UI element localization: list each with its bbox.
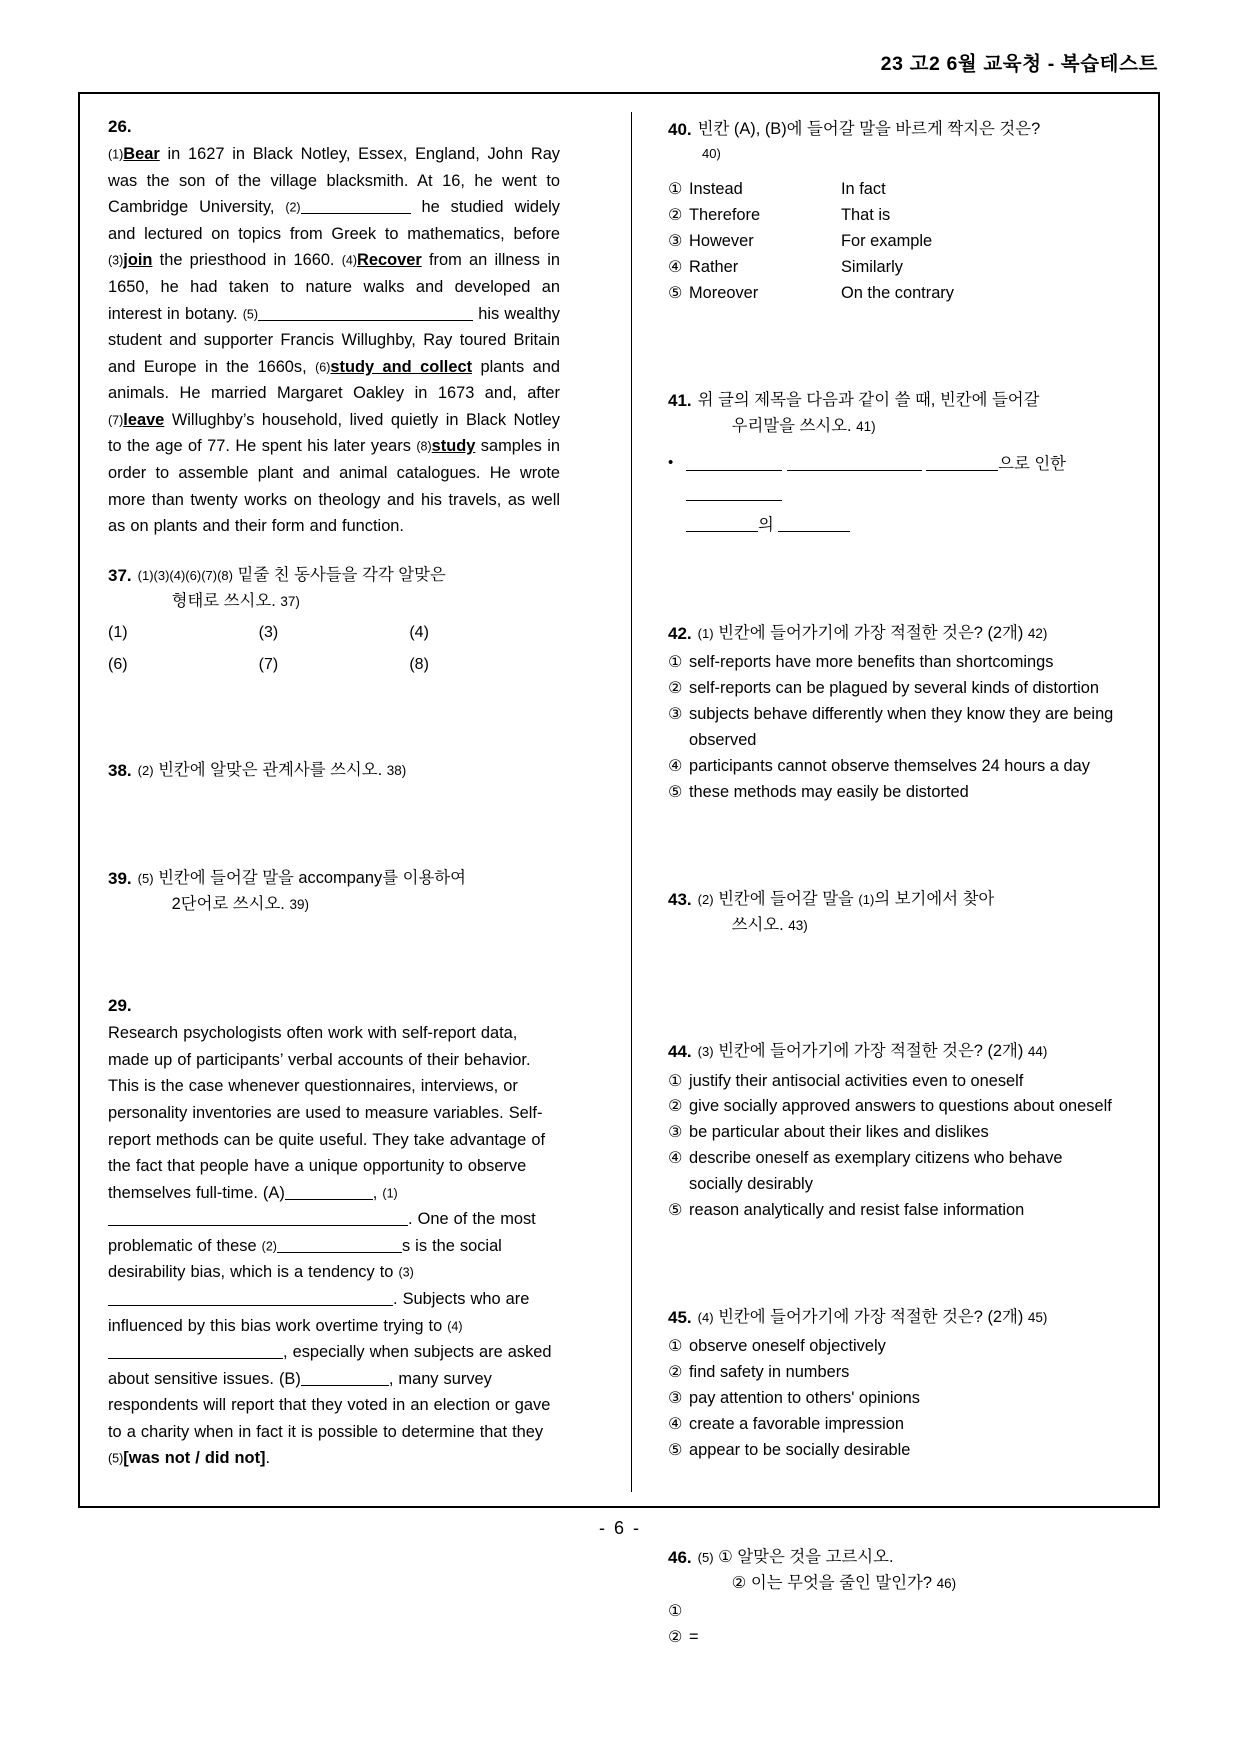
underlined-verb: leave [123,410,165,429]
question-44 [668,1038,1120,1224]
answer-row[interactable] [108,620,560,646]
option-item[interactable] [668,1198,1120,1224]
option-text: these methods may easily be distorted [689,782,969,801]
question-44-number: 44. [668,1042,692,1062]
option-a: Therefore [689,205,761,224]
bold-choice: [was not / did not] [123,1449,266,1468]
blank-field[interactable] [686,486,782,501]
answer-marker: ① [668,1603,683,1621]
option-text: be particular about their likes and dislikes [689,1123,989,1142]
blank-field[interactable] [301,199,411,214]
option-item[interactable] [668,1334,1120,1360]
answer-cell[interactable]: (7) [258,655,279,673]
spacer [668,307,1120,365]
blank-field[interactable] [686,456,782,471]
question-37-refs: (1)(3)(4)(6)(7)(8) [137,567,233,583]
underlined-verb: study [431,437,476,456]
question-41-number: 41. [668,390,692,410]
question-38-text [138,757,560,783]
spacer [108,677,560,735]
option-item[interactable] [668,177,1120,203]
question-42-options[interactable] [668,650,1120,806]
option-item[interactable] [668,1386,1120,1412]
answer-cell[interactable]: (6) [108,655,128,673]
question-41-prompt2: 우리말을 쓰시오. [731,416,852,435]
option-b: For example [841,231,933,250]
question-43-prompt2: 쓰시오. [731,916,784,935]
question-42-prompt: 빈칸에 들어가기에 가장 적절한 것은? (2개) [713,624,1024,643]
option-marker: ② [668,680,683,698]
question-42-text [698,620,1120,646]
passage-29-number: 29. [108,996,132,1016]
answer-cell[interactable]: (1) [108,624,128,642]
option-body [689,177,1120,203]
segment-ref: (4) [341,253,358,268]
right-column [668,116,1120,1651]
question-38-marker: 38) [386,763,407,779]
option-marker: ① [668,1072,683,1090]
question-39-text [138,865,560,918]
question-44-text [698,1038,1120,1064]
question-41-prompt: 위 글의 제목을 다음과 같이 쓸 때, 빈칸에 들어갈 [697,390,1040,409]
option-item[interactable] [668,281,1120,307]
question-44-marker: 44) [1027,1044,1048,1060]
option-b: Similarly [841,257,903,276]
question-43-refs: (2) [697,891,714,907]
question-41-blanks[interactable] [686,449,1120,540]
question-45-text [698,1304,1120,1330]
question-41-mid2: 의 [758,515,774,534]
option-text: self-reports can be plagued by several kinds of distortion [689,679,1099,698]
option-text: self-reports have more benefits than shortcomings [689,653,1054,672]
option-marker: ③ [668,232,683,250]
option-marker: ③ [668,1390,683,1408]
question-46-refs: (5) [697,1549,714,1565]
option-text: justify their antisocial activities even to oneself [689,1071,1024,1090]
question-40-number: 40. [668,120,692,139]
page-header: 23 고2 6월 교육청 - 복습테스트 [880,53,1158,75]
question-46-mark1: ① [718,1547,733,1566]
option-text: find safety in numbers [689,1363,850,1382]
question-37-prompt: 밑줄 친 동사들을 각각 알맞은 [232,565,446,584]
option-text: create a favorable impression [689,1415,905,1434]
blank-field[interactable] [108,1344,283,1359]
option-marker: ② [668,206,683,224]
option-marker: ④ [668,258,683,276]
option-marker: ⑤ [668,783,683,801]
underlined-verb: Bear [123,145,160,164]
option-item[interactable] [668,1146,1120,1198]
blank-field[interactable] [301,1371,389,1386]
question-45-number: 45. [668,1308,692,1328]
question-46-marker: 46) [936,1576,957,1592]
spacer [668,938,1120,1016]
question-38-number: 38. [108,761,132,781]
option-a: However [689,231,754,250]
page-footer: - 6 - [598,1518,641,1538]
option-b: That is [841,205,891,224]
answer-item[interactable] [668,1599,1120,1624]
segment-ref: (8) [416,439,432,454]
option-item[interactable] [668,1094,1120,1120]
option-item[interactable] [668,650,1120,676]
question-46-text [698,1544,1120,1597]
underlined-verb: study and collect [330,357,473,376]
option-item[interactable] [668,702,1120,754]
spacer [668,1224,1120,1282]
question-45-marker: 45) [1027,1310,1048,1326]
option-marker: ③ [668,1124,683,1142]
question-43-marker: 43) [788,918,808,934]
option-marker: ① [668,180,683,198]
question-37-prompt2: 형태로 쓰시오. [171,592,276,611]
question-42-number: 42. [668,624,692,644]
option-b: In fact [841,179,886,198]
question-40-options[interactable] [668,177,1120,307]
question-40-marker: 40) [702,146,721,162]
answer-row[interactable] [108,652,560,678]
option-text: pay attention to others' opinions [689,1389,920,1408]
blank-field[interactable] [108,1211,408,1226]
option-text: appear to be socially desirable [689,1440,911,1459]
underlined-verb: Recover [357,251,422,270]
question-38-refs: (2) [137,763,154,779]
option-item[interactable] [668,1120,1120,1146]
option-marker: ⑤ [668,284,683,302]
option-a: Moreover [689,283,759,302]
option-item[interactable] [668,255,1120,281]
option-body [689,281,1120,307]
option-text: reason analytically and resist false information [689,1201,1025,1220]
question-38-prompt: 빈칸에 알맞은 관계사를 쓰시오. [153,761,383,780]
option-marker: ④ [668,1416,683,1434]
question-43-text [698,886,1120,939]
segment-ref: (6) [315,360,331,375]
spacer [668,540,1120,598]
question-44-prompt: 빈칸에 들어가기에 가장 적절한 것은? (2개) [713,1042,1024,1061]
question-45-refs: (4) [697,1310,714,1326]
question-38 [108,757,560,784]
question-44-options[interactable] [668,1069,1120,1225]
question-41-marker: 41) [856,418,876,434]
option-item[interactable] [668,1360,1120,1386]
answer-value[interactable]: = [689,1627,699,1646]
content-frame [78,92,1160,1646]
question-46 [668,1544,1120,1651]
question-41-answer-area[interactable] [668,449,1120,540]
option-marker: ① [668,1338,683,1356]
segment-ref: (5) [242,307,259,322]
question-46-answers[interactable] [668,1599,1120,1650]
option-item[interactable] [668,1412,1120,1438]
option-text: describe oneself as exemplary citizens who behave socially desirably [689,1149,1063,1194]
question-37-text [138,562,560,615]
question-37-number: 37. [108,565,132,585]
answer-marker: ② [668,1628,683,1646]
passage-26-block [108,116,560,540]
question-43-refs2: (1) [858,891,875,907]
segment-ref: (3) [108,253,124,268]
passage-29-block [108,995,560,1472]
passage-26-text: (1)Bear in 1627 in Black Notley, Essex, England, John Ray was the son of the village blacksmith. At 16, he went to Cambridge University, (2) he studied widely and lectured on topics from Greek to mathematics, before (3)join the priesthood in 1660. (4)Recover from an illness in 1650, he had taken to nature walks and developed an interest in botany. (5) his wealthy student and supporter Francis Willughby, Ray toured Britain and Europe in the 1660s, (6)study and collect plants and animals. He married Margaret Oakley in 1673 and, after (7)leave Willughby’s household, lived quietly in Black Notley to the age of 77. He spent his later years (8)study samples in order to assemble plant and animal catalogues. He wrote more than twenty works on theology and his travels, as well as on plants and their form and function. [108,145,561,536]
column-divider [631,112,632,1492]
question-39-refs: (5) [137,870,154,886]
segment-ref: (2) [285,200,301,215]
option-item[interactable] [668,203,1120,229]
segment-ref: (5) [108,1451,124,1466]
question-46-prompt: 알맞은 것을 고르시오. [732,1547,894,1566]
option-item[interactable] [668,229,1120,255]
question-46-number: 46. [668,1547,692,1567]
option-body [689,255,1120,281]
segment-ref: (2) [261,1239,277,1254]
answer-cell[interactable]: (4) [409,624,429,642]
question-39-number: 39. [108,868,132,888]
option-item[interactable] [668,780,1120,806]
question-41 [668,387,1120,541]
option-marker: ③ [668,706,683,724]
segment-ref: (3) [398,1265,414,1280]
question-45-prompt: 빈칸에 들어가기에 가장 적절한 것은? (2개) [713,1308,1024,1327]
option-item[interactable] [668,1438,1120,1464]
option-text: subjects behave differently when they know they are being observed [689,705,1114,750]
segment-ref: (4) [447,1319,463,1334]
segment-ref: (7) [108,413,124,428]
question-43-number: 43. [668,889,692,909]
option-item[interactable] [668,1069,1120,1095]
option-b: On the contrary [841,283,954,302]
question-42 [668,620,1120,806]
underlined-verb: join [123,251,153,270]
blank-field[interactable] [787,456,922,471]
blank-field[interactable] [108,1291,393,1306]
answer-item[interactable] [668,1625,1120,1651]
question-39-marker: 39) [289,896,309,912]
question-39-prompt2: 2단어로 쓰시오. [171,894,285,913]
passage-26-number: 26. [108,117,132,136]
question-37-marker: 37) [280,594,300,610]
blank-field[interactable] [277,1238,402,1253]
bullet-icon: • [668,454,674,472]
question-46-prompt2: 이는 무엇을 줄인 말인가? [746,1574,933,1593]
option-a: Instead [689,179,743,198]
left-column [108,116,560,1472]
option-marker: ⑤ [668,1202,683,1220]
question-37 [108,562,560,678]
option-item[interactable] [668,676,1120,702]
option-body [689,203,1120,229]
segment-ref: (1) [108,147,124,162]
question-43-prompt-b: 의 보기에서 찾아 [874,889,995,908]
question-44-refs: (3) [697,1044,714,1060]
question-39 [108,865,560,918]
option-marker: ④ [668,758,683,775]
passage-29-text: Research psychologists often work with self-report data, made up of participants’ verbal accounts of their behavior. This is the case whenever questionnaires, interviews, or personality inventories are used to measure variables. Self-report methods can be quite useful. They take advantage of the fact that people have a unique opportunity to observe themselves full-time. (A) , (1). One of the most problematic of these (2) s is the social desirability bias, which is a tendency to (3). Subjects who are influenced by this bias work overtime trying to (4), especially when subjects are asked about sensitive issues. (B) , many survey respondents will report that they voted in an election or gave to a charity when in fact it is possible to determine that they (5)[was not / did not]. [108,1024,552,1468]
question-39-prompt: 빈칸에 들어갈 말을 accompany를 이용하여 [153,868,466,887]
question-42-marker: 42) [1027,626,1048,642]
question-41-text [698,387,1120,440]
question-45 [668,1304,1120,1464]
option-text: participants cannot observe themselves 24 hours a day [689,757,1090,775]
option-item[interactable] [668,754,1120,780]
segment-ref: (1) [382,1186,398,1201]
blank-field[interactable] [926,456,998,471]
option-marker: ⑤ [668,1441,683,1459]
option-text: give socially approved answers to questions about oneself [689,1097,1112,1116]
question-37-answer-grid[interactable] [108,620,560,677]
blank-field[interactable] [686,517,758,532]
blank-field[interactable] [778,517,850,532]
question-42-refs: (1) [697,626,714,642]
option-marker: ① [668,654,683,672]
question-43-prompt: 빈칸에 들어갈 말을 [713,889,859,908]
blank-field[interactable] [258,306,473,321]
option-marker: ④ [668,1150,683,1168]
spacer [108,785,560,843]
answer-cell[interactable]: (3) [258,624,279,642]
option-marker: ② [668,1098,683,1116]
option-a: Rather [689,257,739,276]
blank-field[interactable] [285,1185,373,1200]
question-43 [668,886,1120,939]
option-body [689,229,1120,255]
option-text: observe oneself objectively [689,1337,886,1356]
answer-cell[interactable]: (8) [409,655,429,673]
question-41-mid: 으로 인한 [998,455,1067,474]
question-40-prompt: 빈칸 (A), (B)에 들어갈 말을 바르게 짝지은 것은? [697,120,1041,138]
question-45-options[interactable] [668,1334,1120,1464]
spacer [108,917,560,995]
question-40 [668,116,1120,307]
question-46-mark2: ② [731,1574,747,1593]
option-marker: ② [668,1364,683,1382]
spacer [668,1464,1120,1522]
spacer [668,806,1120,864]
